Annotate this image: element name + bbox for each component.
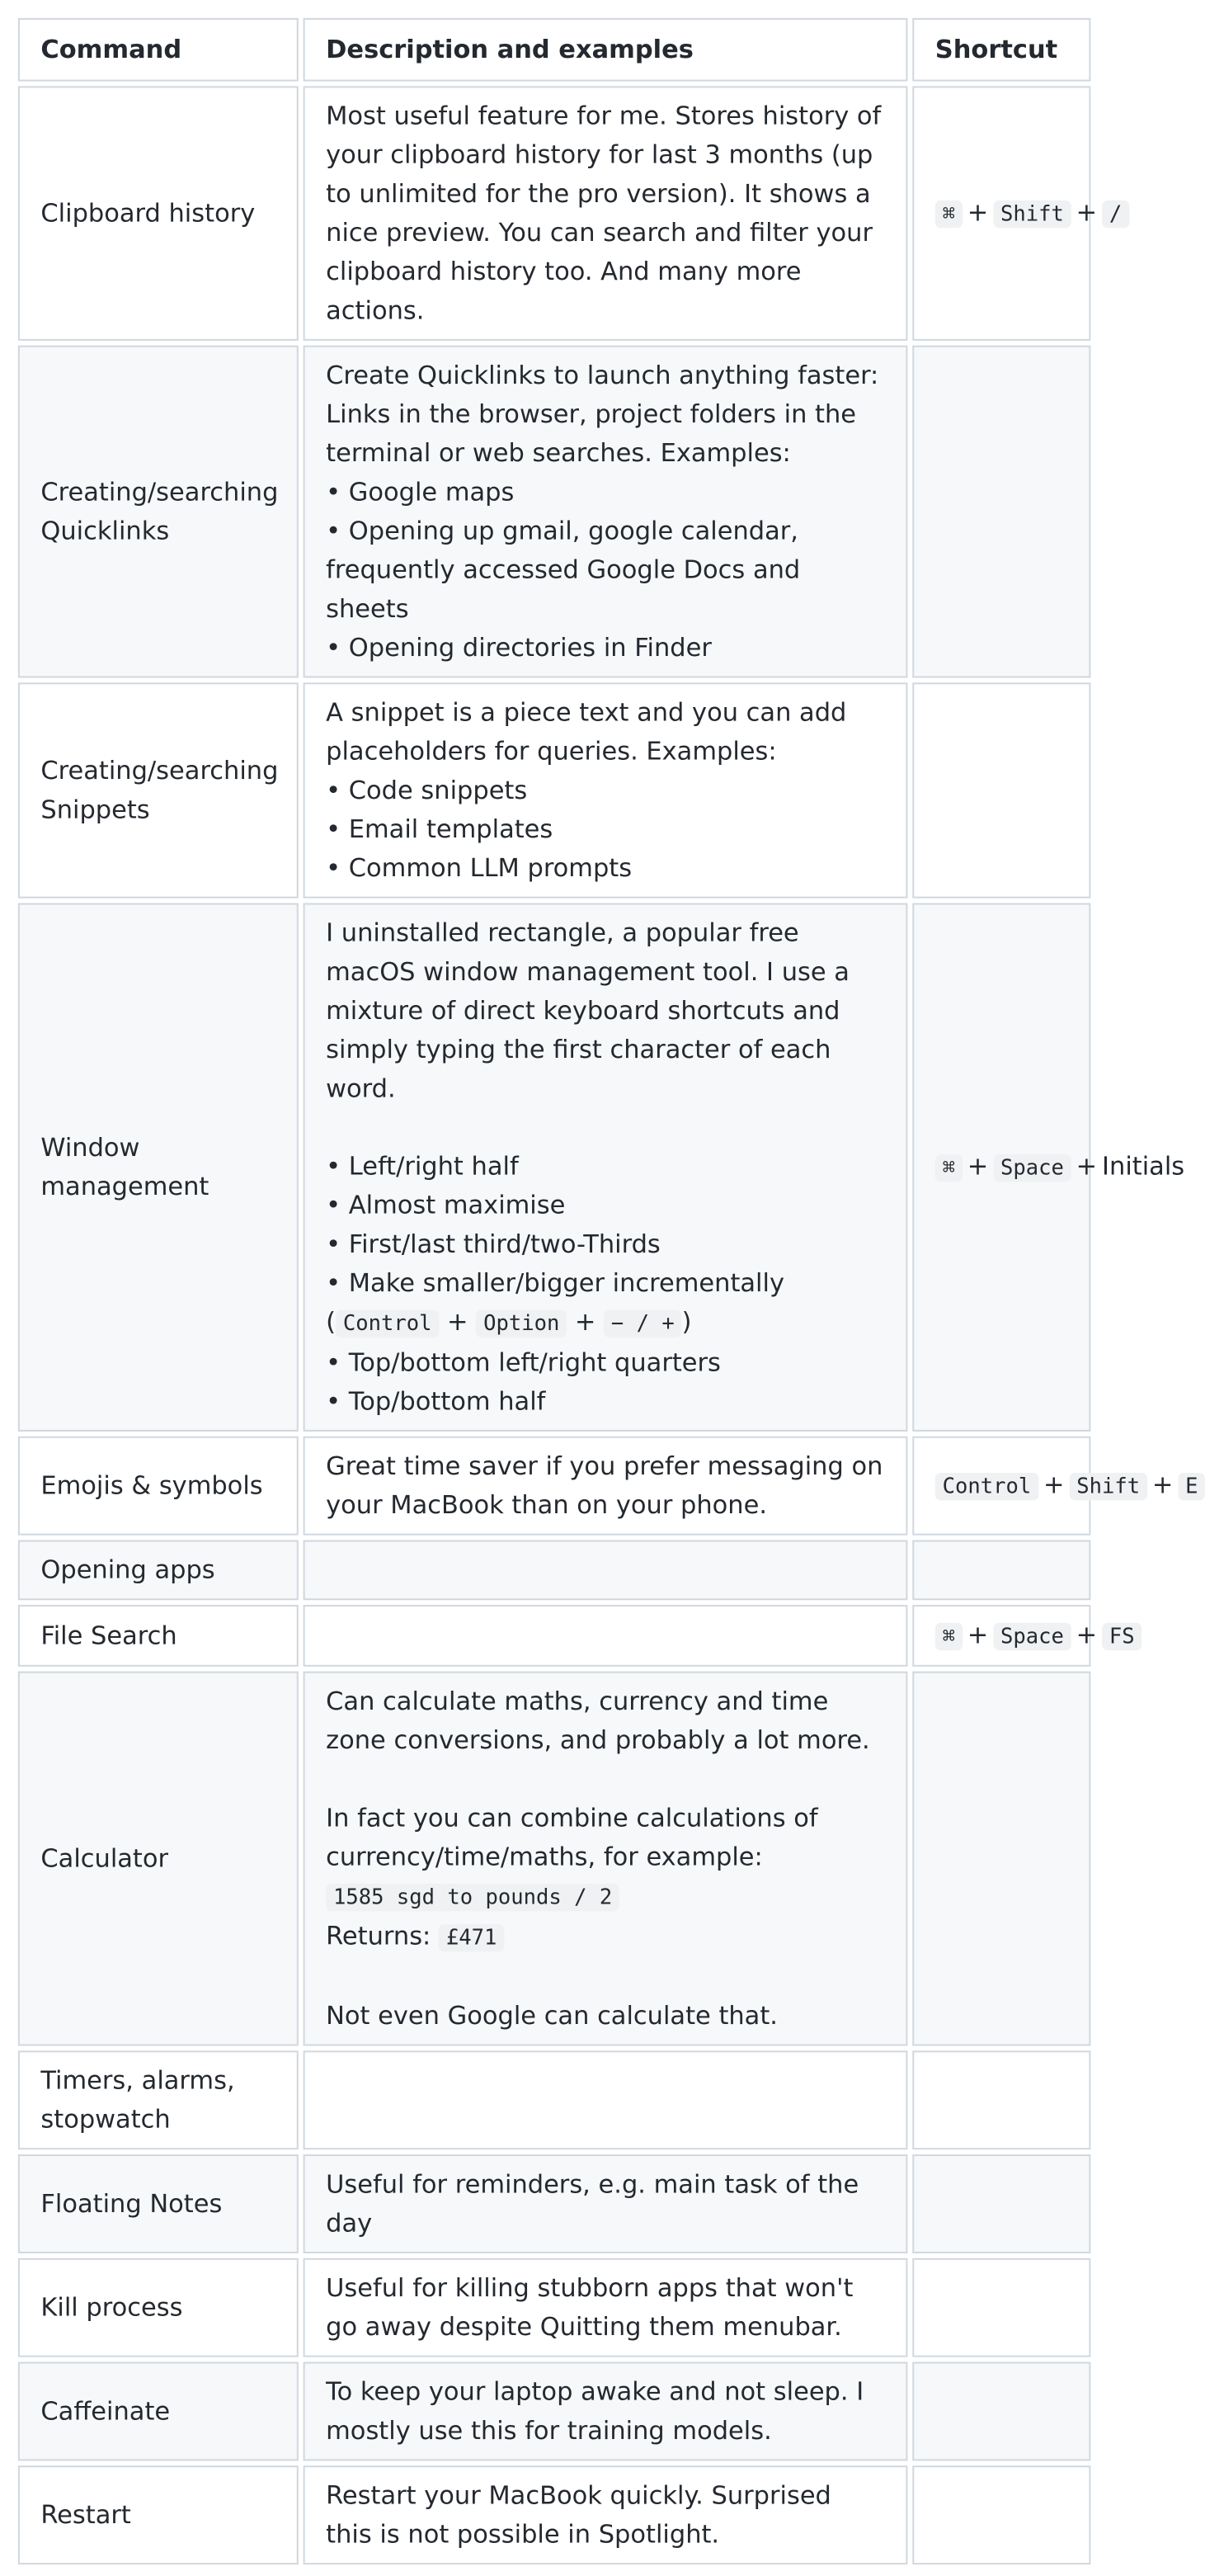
command-cell: Creating/searching Quicklinks — [18, 346, 299, 678]
plus-sign: + — [967, 197, 989, 228]
table-row — [18, 86, 1090, 340]
header-shortcut: Shortcut — [912, 18, 1090, 82]
shortcut-key: FS — [1102, 1623, 1141, 1650]
description-line: • Code snippets — [326, 776, 528, 805]
description-cell — [304, 1437, 908, 1536]
table-row — [18, 1605, 1090, 1667]
header-description: Description and examples — [304, 18, 908, 82]
description-line: Useful for reminders, e.g. main task of the day — [326, 2169, 859, 2239]
description-line: Useful for killing stubborn apps that won't go away despite Quitting them menubar. — [326, 2273, 854, 2342]
command-cell: Window management — [18, 903, 299, 1432]
description-line: Can calculate maths, currency and time zone conversions, and probably a lot more. — [326, 1687, 870, 1755]
description-cell — [304, 346, 908, 678]
description-line: To keep your laptop awake and not sleep. I mostly use this for training models. — [326, 2377, 864, 2446]
description-line: • Common LLM prompts — [326, 853, 633, 883]
shortcut-cell — [912, 682, 1090, 898]
commands-table — [13, 13, 1198, 2569]
description-cell — [304, 682, 908, 898]
shortcut-cell — [912, 2362, 1090, 2461]
command-cell: Opening apps — [18, 1540, 299, 1601]
shortcut-key: ⌘ — [935, 1623, 963, 1650]
command-cell: Creating/searching Snippets — [18, 682, 299, 898]
description-cell — [304, 2258, 908, 2357]
description-line: • Email templates — [326, 814, 553, 844]
shortcut-key: Shift — [1069, 1473, 1147, 1500]
description-line: Create Quicklinks to launch anything faster: Links in the browser, project folders in the terminal or web searches. Examples: — [326, 361, 879, 469]
description-line: • Make smaller/bigger incrementally ( Control + Option + − / + ) — [326, 1268, 784, 1338]
shortcut-key: Shift — [993, 201, 1071, 228]
plus-sign: + — [1151, 1470, 1174, 1500]
description-line: • Opening up gmail, google calendar, frequently accessed Google Docs and sheets — [326, 516, 801, 624]
shortcut-key: Control — [935, 1473, 1038, 1500]
shortcut-key: Space — [993, 1623, 1071, 1650]
table-row — [18, 903, 1090, 1432]
shortcut-key: E — [1178, 1473, 1205, 1500]
description-line: Most useful feature for me. Stores history of your clipboard history for last 3 months (up to unlimited for the pro version). It shows a nice preview. You can search and filter your clipboard history too. And many more actions. — [326, 101, 882, 326]
description-spacer — [326, 1957, 885, 1996]
description-cell — [304, 1540, 908, 1601]
table-row — [18, 2465, 1090, 2564]
shortcut-cell — [912, 346, 1090, 678]
description-line — [326, 1876, 885, 1917]
shortcut-cell — [912, 1437, 1198, 1536]
shortcut-key: / — [1102, 201, 1129, 228]
description-line: • Opening directories in Finder — [326, 633, 712, 663]
table-body — [18, 86, 1198, 2564]
description-line: • Top/bottom half — [326, 1386, 546, 1417]
shortcut-cell — [912, 903, 1185, 1432]
command-cell: File Search — [18, 1605, 299, 1667]
description-spacer — [326, 1760, 885, 1799]
table-row — [18, 2362, 1090, 2461]
plus-sign: + — [967, 1152, 989, 1182]
table-row — [18, 2154, 1090, 2253]
command-cell: Kill process — [18, 2258, 299, 2357]
description-line: A snippet is a piece text and you can add placeholders for queries. Examples: — [326, 697, 847, 767]
description-cell — [304, 903, 908, 1432]
description-cell — [304, 1605, 908, 1667]
table-row — [18, 2050, 1090, 2149]
shortcut-key: Space — [993, 1154, 1071, 1182]
description-cell — [304, 2362, 908, 2461]
description-line: • Google maps — [326, 477, 515, 507]
command-cell: Clipboard history — [18, 86, 299, 340]
command-cell: Emojis & symbols — [18, 1437, 299, 1536]
command-cell: Calculator — [18, 1672, 299, 2046]
description-line: • Left/right half — [326, 1152, 519, 1182]
description-line: • Top/bottom left/right quarters — [326, 1347, 721, 1378]
shortcut-cell — [912, 1605, 1135, 1667]
description-cell — [304, 2465, 908, 2564]
table-row — [18, 2258, 1090, 2357]
description-spacer — [326, 1108, 885, 1147]
table-row — [18, 682, 1090, 898]
shortcut-cell — [912, 1672, 1090, 2046]
header-command: Command — [18, 18, 299, 82]
description-line: I uninstalled rectangle, a popular free macOS window management tool. I use a mixture of direct keyboard shortcuts and simply typing the first character of each word. — [326, 918, 850, 1104]
command-cell: Restart — [18, 2465, 299, 2564]
command-cell: Caffeinate — [18, 2362, 299, 2461]
shortcut-cell — [912, 2465, 1090, 2564]
description-line: Restart your MacBook quickly. Surprised this is not possible in Spotlight. — [326, 2480, 831, 2550]
description-cell — [304, 1672, 908, 2046]
command-cell: Floating Notes — [18, 2154, 299, 2253]
description-cell — [304, 86, 908, 340]
description-line: In fact you can combine calculations of currency/time/maths, for example: — [326, 1803, 818, 1872]
shortcut-cell — [912, 1540, 1090, 1601]
inline-code: Control — [336, 1310, 439, 1338]
shortcut-key: ⌘ — [935, 201, 963, 228]
description-line: Not even Google can calculate that. — [326, 2001, 778, 2031]
plus-sign: + — [1043, 1470, 1065, 1500]
table-row — [18, 1672, 1090, 2046]
shortcut-text: Initials — [1102, 1152, 1185, 1182]
inline-code: 1585 sgd to pounds / 2 — [326, 1884, 619, 1911]
inline-code: − / + — [604, 1310, 682, 1338]
table-row — [18, 1540, 1090, 1601]
shortcut-key: ⌘ — [935, 1154, 963, 1182]
plus-sign: + — [1076, 1620, 1098, 1650]
description-line: • Almost maximise — [326, 1191, 566, 1220]
inline-code: Option — [476, 1310, 567, 1338]
plus-sign: + — [1076, 197, 1098, 228]
table-row — [18, 346, 1090, 678]
shortcut-cell — [912, 2154, 1090, 2253]
inline-code: £471 — [439, 1924, 504, 1951]
header-row — [18, 18, 1090, 82]
description-line: Great time saver if you prefer messaging on your MacBook than on your phone. — [326, 1451, 883, 1520]
description-cell — [304, 2050, 908, 2149]
page — [13, 13, 1198, 2569]
description-cell — [304, 2154, 908, 2253]
shortcut-cell — [912, 86, 1123, 340]
description-line: Returns: £471 — [326, 1917, 885, 1957]
plus-sign: + — [967, 1620, 989, 1650]
plus-sign: + — [1076, 1152, 1098, 1182]
command-cell: Timers, alarms, stopwatch — [18, 2050, 299, 2149]
table-row — [18, 1437, 1090, 1536]
shortcut-cell — [912, 2050, 1090, 2149]
description-line: • First/last third/two-Thirds — [326, 1229, 661, 1259]
shortcut-cell — [912, 2258, 1090, 2357]
